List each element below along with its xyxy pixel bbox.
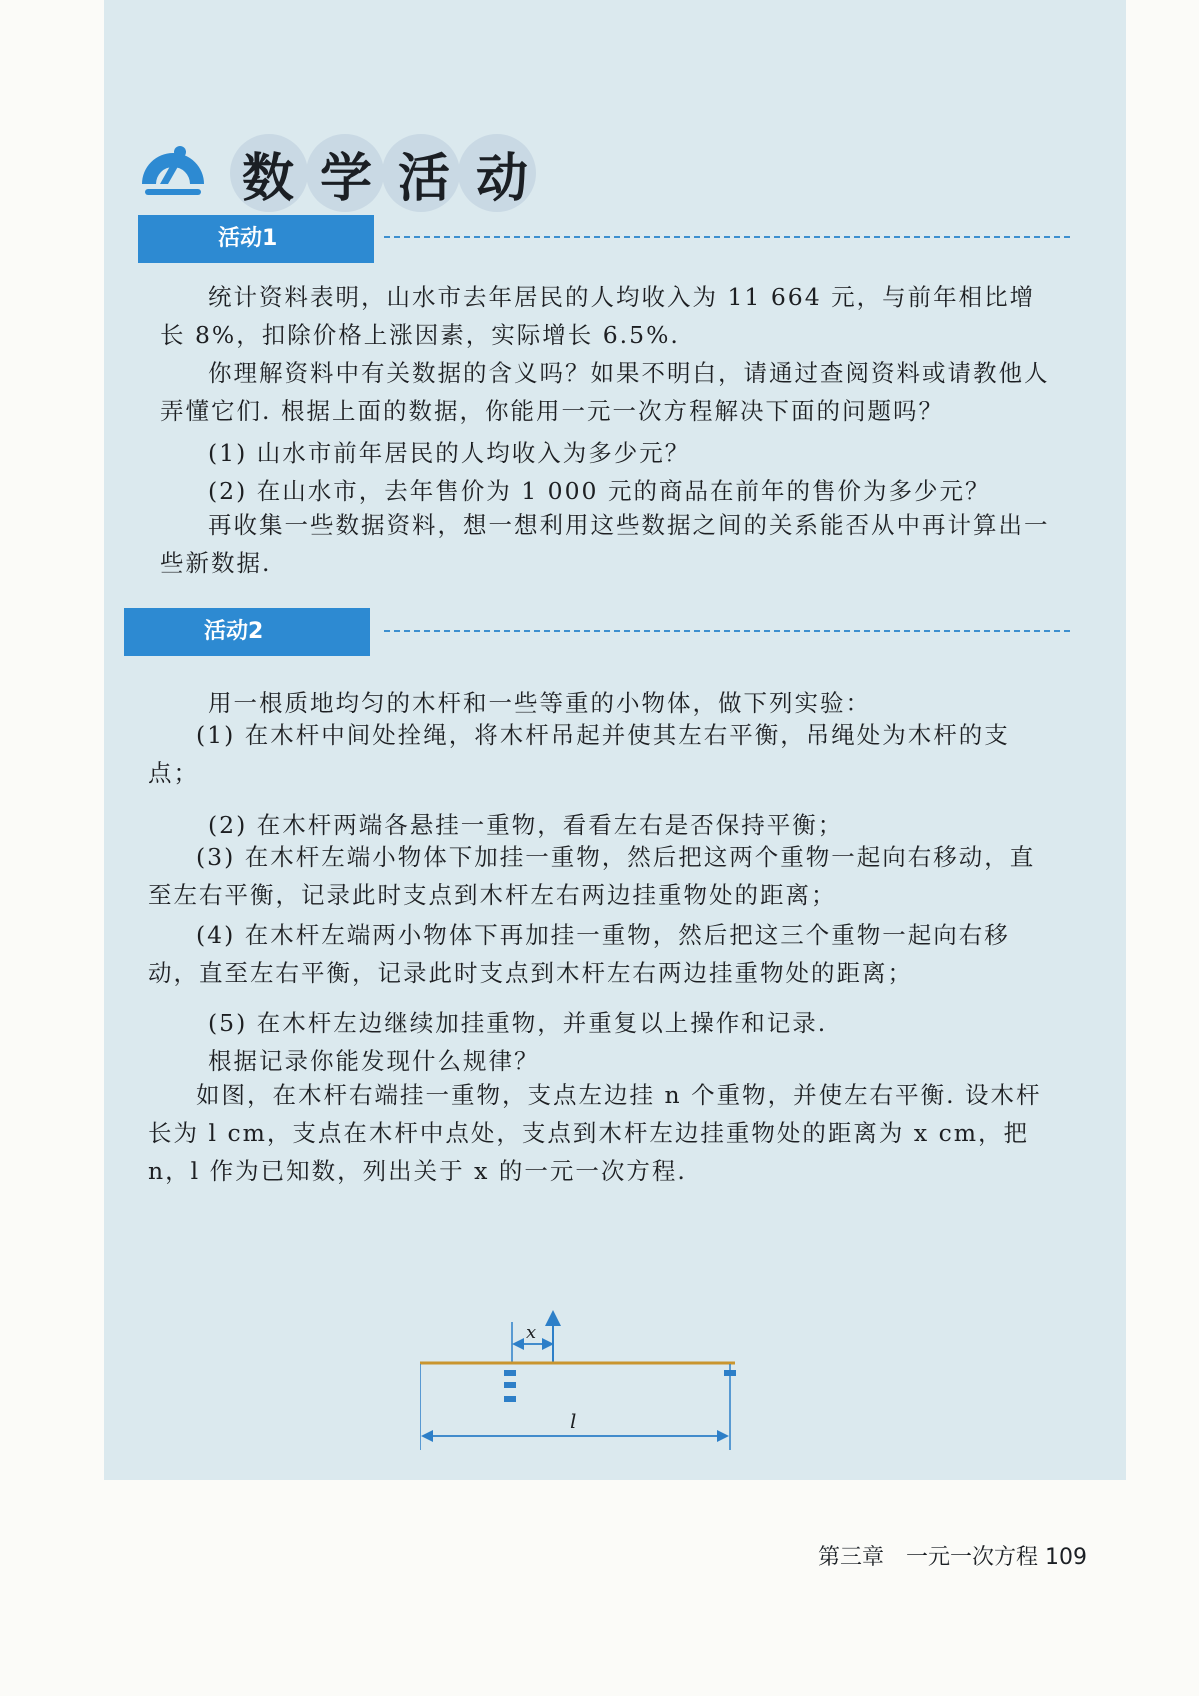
activity1-divider [384,236,1070,238]
chapter-label: 第三章 [818,1545,885,1570]
page-title: 数学活动 [242,149,555,209]
x-label: x [526,1322,537,1343]
activity2-step-3: (3) 在木杆左端小物体下加挂一重物，然后把这两个重物一起向右移动，直至左右平衡，记录此时支点到木杆左右两边挂重物处的距离； [148,843,1036,909]
chapter-title: 一元一次方程 [906,1545,1039,1570]
activity1-paragraph-2: 你理解资料中有关数据的含义吗？如果不明白，请通过查阅资料或请教他人弄懂它们. 根据上面的数据，你能用一元一次方程解决下面的问题吗？ [160,359,1050,425]
page-number: 109 [1045,1545,1088,1570]
left-weight [504,1370,516,1376]
activity2-step-1: (1) 在木杆中间处拴绳，将木杆吊起并使其左右平衡，吊绳处为木杆的支点； [148,721,1010,787]
activity2-divider [384,630,1070,632]
activity1-question-2: (2) 在山水市，去年售价为 1 000 元的商品在前年的售价为多少元？ [208,477,991,505]
activity2-step-4: (4) 在木杆左端两小物体下再加挂一重物，然后把这三个重物一起向右移动，直至左右平衡，记录此时支点到木杆左右两边挂重物处的距离； [148,921,1010,987]
title-bubbles [230,126,650,216]
activity2-task: 如图，在木杆右端挂一重物，支点左边挂 n 个重物，并使左右平衡. 设木杆长为 l cm，支点在木杆中点处，支点到木杆左边挂重物处的距离为 x cm，把 n，l 作为已知数，列出关于 x 的一元一次方程. [148,1081,1042,1185]
activity2-intro: 用一根质地均匀的木杆和一些等重的小物体，做下列实验： [208,689,871,717]
page-footer [818,1540,1087,1571]
lever-diagram [420,1300,780,1450]
compass-logo-icon [138,138,208,198]
left-weight [504,1382,516,1388]
activity2-label: 活动2 [124,608,370,656]
activity1-question-1: (1) 山水市前年居民的人均收入为多少元？ [208,439,691,467]
activity1-paragraph-3: 再收集一些数据资料，想一想利用这些数据之间的关系能否从中再计算出一些新数据. [160,511,1050,577]
left-weight [504,1396,516,1402]
activity2-question: 根据记录你能发现什么规律？ [208,1047,540,1075]
l-label: l [570,1409,577,1433]
activity2-step-5: (5) 在木杆左边继续加挂重物，并重复以上操作和记录. [208,1009,828,1037]
activity1-paragraph-1: 统计资料表明，山水市去年居民的人均收入为 11 664 元，与前年相比增长 8%，扣除价格上涨因素，实际增长 6.5%. [160,283,1036,349]
activity1-label: 活动1 [138,215,374,263]
activity2-step-2: (2) 在木杆两端各悬挂一重物，看看左右是否保持平衡； [208,811,844,839]
